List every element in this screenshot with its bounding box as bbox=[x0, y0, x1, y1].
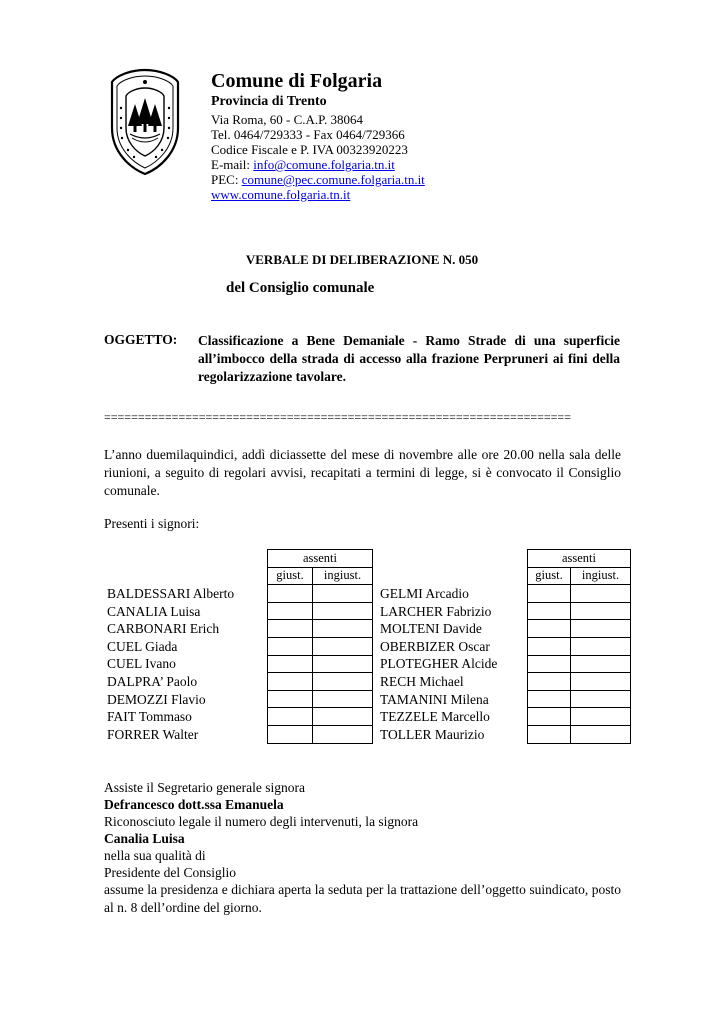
member-name: LARCHER Fabrizio bbox=[380, 603, 492, 619]
attendance-cell bbox=[313, 655, 373, 673]
attendance-cell bbox=[268, 708, 313, 726]
right-name-list bbox=[380, 585, 497, 743]
attendance-cell bbox=[268, 673, 313, 691]
president-role: Presidente del Consiglio bbox=[104, 865, 236, 880]
member-name: OBERBIZER Oscar bbox=[380, 638, 490, 654]
member-name: CANALIA Luisa bbox=[107, 603, 201, 619]
attendance-cell bbox=[268, 637, 313, 655]
attendance-cell bbox=[268, 620, 313, 638]
attendance-cell bbox=[268, 602, 313, 620]
member-name: TOLLER Maurizio bbox=[380, 726, 485, 742]
absent-header: assenti bbox=[268, 550, 373, 568]
pec-link[interactable]: comune@pec.comune.folgaria.tn.it bbox=[241, 172, 425, 187]
deliberation-body: del Consiglio comunale bbox=[226, 280, 375, 296]
unjustified-header: ingiust. bbox=[571, 567, 631, 585]
attendance-cell bbox=[571, 725, 631, 743]
attendance-cell bbox=[313, 690, 373, 708]
member-name: CUEL Giada bbox=[107, 638, 178, 654]
attendance-cell bbox=[571, 673, 631, 691]
municipal-seal-logo bbox=[108, 68, 182, 176]
attendance-cell bbox=[528, 725, 571, 743]
attendance-cell bbox=[571, 708, 631, 726]
member-name: RECH Michael bbox=[380, 673, 464, 689]
attendance-cell bbox=[313, 637, 373, 655]
member-name: CUEL Ivano bbox=[107, 656, 176, 672]
attendance-cell bbox=[268, 690, 313, 708]
attendance-cell bbox=[313, 673, 373, 691]
phone-fax: Tel. 0464/729333 - Fax 0464/729366 bbox=[211, 127, 405, 142]
attendance-cell bbox=[528, 655, 571, 673]
attendance-cell bbox=[268, 585, 313, 603]
attendance-cell bbox=[313, 602, 373, 620]
attendance-cell bbox=[571, 602, 631, 620]
secretary-name: Defrancesco dott.ssa Emanuela bbox=[104, 797, 284, 812]
absent-header: assenti bbox=[528, 550, 631, 568]
member-name: FAIT Tommaso bbox=[107, 709, 192, 725]
attendance-cell bbox=[571, 655, 631, 673]
separator-line: ===================================================================== bbox=[104, 410, 571, 424]
municipality-title: Comune di Folgaria bbox=[211, 70, 383, 92]
attendance-cell bbox=[571, 585, 631, 603]
subject-text: Classificazione a Bene Demaniale - Ramo Strade di una superficie all’imbocco della strada di accesso alla frazione Perpruneri ai fini della regolarizzazione tavolare. bbox=[198, 333, 620, 384]
right-attendance-table bbox=[527, 549, 631, 744]
attendance-cell bbox=[528, 708, 571, 726]
member-name: TAMANINI Milena bbox=[380, 691, 489, 707]
attendance-cell bbox=[528, 673, 571, 691]
attendance-cell bbox=[528, 620, 571, 638]
intro-paragraph: L’anno duemilaquindici, addì diciassette del mese di novembre alle ore 20.00 nella sala delle riunioni, a seguito di regolari avvisi, recapitati a termini di legge, si è convocato il Consiglio comunale. bbox=[104, 447, 621, 498]
left-attendance-table bbox=[267, 549, 373, 744]
attendance-cell bbox=[528, 585, 571, 603]
secretary-intro: Assiste il Segretario generale signora bbox=[104, 780, 305, 795]
pec-label: PEC: bbox=[211, 172, 242, 187]
address: Via Roma, 60 - C.A.P. 38064 bbox=[211, 112, 363, 127]
unjustified-header: ingiust. bbox=[313, 567, 373, 585]
attendance-cell bbox=[571, 620, 631, 638]
member-name: GELMI Arcadio bbox=[380, 586, 469, 601]
attendance-cell bbox=[528, 602, 571, 620]
member-name: TEZZELE Marcello bbox=[380, 709, 490, 725]
member-name: DALPRA’ Paolo bbox=[107, 673, 198, 689]
attendance-cell bbox=[528, 637, 571, 655]
justified-header: giust. bbox=[528, 567, 571, 585]
pec-line bbox=[211, 172, 425, 187]
quorum-line: Riconosciuto legale il numero degli intervenuti, la signora bbox=[104, 814, 419, 829]
member-name: MOLTENI Davide bbox=[380, 621, 482, 637]
attendance-cell bbox=[313, 725, 373, 743]
verbale-title: VERBALE DI DELIBERAZIONE N. 050 bbox=[245, 252, 479, 267]
present-label: Presenti i signori: bbox=[104, 516, 200, 531]
attendance-cell bbox=[313, 620, 373, 638]
attendance-cell bbox=[268, 655, 313, 673]
email-line bbox=[211, 157, 395, 172]
attendance-cell bbox=[313, 708, 373, 726]
member-name: BALDESSARI Alberto bbox=[107, 586, 235, 601]
attendance-cell bbox=[571, 690, 631, 708]
member-name: CARBONARI Erich bbox=[107, 621, 220, 637]
member-name: PLOTEGHER Alcide bbox=[380, 656, 498, 672]
president-name: Canalia Luisa bbox=[104, 831, 185, 846]
justified-header: giust. bbox=[268, 567, 313, 585]
website-link[interactable]: www.comune.folgaria.tn.it bbox=[211, 187, 351, 202]
email-link[interactable]: info@comune.folgaria.tn.it bbox=[253, 157, 395, 172]
website-line bbox=[211, 187, 350, 202]
tax-code: Codice Fiscale e P. IVA 00323920223 bbox=[211, 142, 408, 157]
member-name: DEMOZZI Flavio bbox=[107, 691, 206, 707]
capacity-line: nella sua qualità di bbox=[104, 848, 206, 863]
left-name-list bbox=[107, 585, 234, 743]
attendance-cell bbox=[268, 725, 313, 743]
member-name: FORRER Walter bbox=[107, 726, 199, 742]
attendance-cell bbox=[528, 690, 571, 708]
attendance-cell bbox=[571, 637, 631, 655]
attendance-cell bbox=[313, 585, 373, 603]
subject-label: OGGETTO: bbox=[104, 332, 178, 347]
province-name: Provincia di Trento bbox=[211, 94, 327, 109]
session-opening: assume la presidenza e dichiara aperta la seduta per la trattazione dell’oggetto suindicato, posto al n. 8 dell’ordine del giorno. bbox=[104, 882, 621, 915]
email-label: E-mail: bbox=[211, 157, 254, 172]
